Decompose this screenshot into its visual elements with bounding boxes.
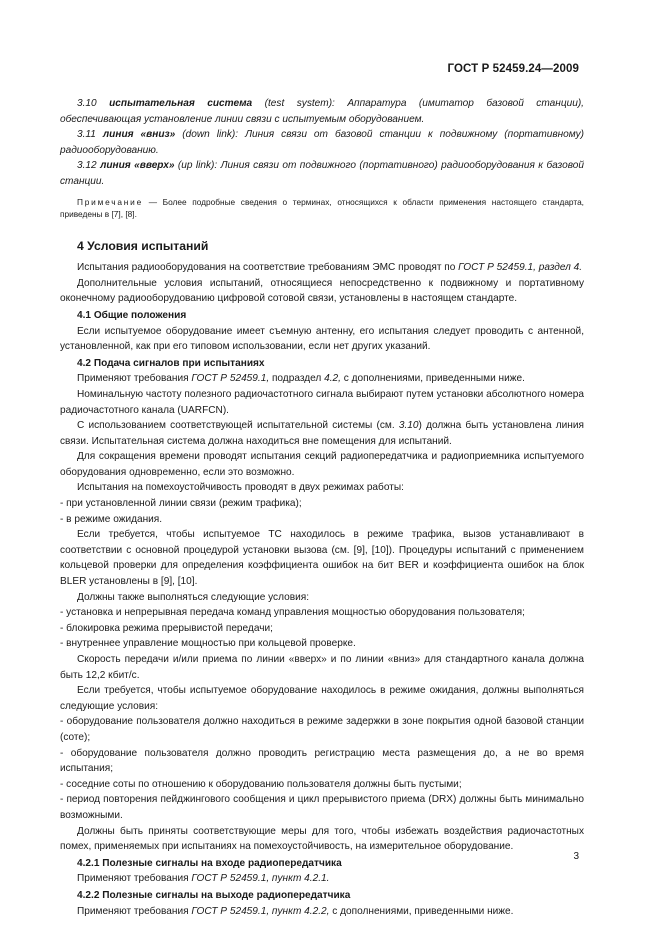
subsection-4-2-paragraph-3: С использованием соответствующей испытательной системы (см. 3.10) должна быть установлена линия связи. Испытательная система должна находиться вне помещения для испытаний. xyxy=(60,420,584,447)
list-item: - блокировка режима прерывистой передачи; xyxy=(60,622,273,634)
subsection-4-2-paragraph-14: Если требуется, чтобы испытуемое оборудование находилось в режиме ожидания, должны выполняться следующие условия: xyxy=(60,685,584,712)
subsection-4-2-paragraph-9: Должны также выполняться следующие условия: xyxy=(77,591,309,603)
list-item: - период повторения пейджингового сообщения и цикл прерывистого приема (DRX) должны быть минимально возможными. xyxy=(60,794,584,821)
definition-3-11: 3.11 линия «вниз» (down link): Линия связи от базовой станции к подвижному (портативному) радиооборудованию. xyxy=(60,129,585,156)
term-up-link: линия «вверх» xyxy=(100,160,175,172)
subsection-4-1-paragraph: Если испытуемое оборудование имеет съемную антенну, его испытания следует проводить с антенной, установленной, как при его типовом использовании, если нет других указаний. xyxy=(60,325,584,353)
list-item: - оборудование пользователя должно находиться в режиме задержки в зоне покрытия одной базовой станции (соте); xyxy=(60,716,584,743)
term-down-link: линия «вниз» xyxy=(102,129,176,141)
section-4-paragraph-2: Дополнительные условия испытаний, относящиеся непосредственно к подвижному и портативному оконечному радиооборудованию цифровой сотовой связи, установлены в настоящем стандарте. xyxy=(60,277,584,305)
subsection-4-1-title: 4.1 Общие положения xyxy=(77,309,187,321)
term-test-system: испытательная система xyxy=(109,98,253,109)
subsection-4-2-paragraph-13: Скорость передачи и/или приема по линии «вверх» и по линии «вниз» для стандартного канала должна быть 12,2 кбит/с. xyxy=(60,654,584,681)
subsection-4-2-title: 4.2 Подача сигналов при испытаниях xyxy=(77,357,265,369)
definition-3-12: 3.12 линия «вверх» (up link): Линия связи от подвижного (портативного) радиооборудования к базовой станции. xyxy=(60,160,584,187)
page-content xyxy=(60,96,584,919)
note-label: Примечание xyxy=(77,196,144,207)
subsection-4-2-2-title: 4.2.2 Полезные сигналы на выходе радиопередатчика xyxy=(77,889,351,901)
list-item: - оборудование пользователя должно проводить регистрацию места размещения до, а не во время испытания; xyxy=(60,747,584,775)
definition-3-10: 3.10 испытательная система (test system): Аппаратура (имитатор базовой станции), обеспечивающая установление линии связи с испытуемым оборудованием. xyxy=(60,98,584,125)
list-item: - внутреннее управление мощностью при кольцевой проверке. xyxy=(60,638,356,650)
subsection-4-2-2-paragraph: Применяют требования ГОСТ Р 52459.1, пункт 4.2.2, с дополнениями, приведенными ниже. xyxy=(77,905,514,917)
subsection-4-2-1-paragraph: Применяют требования ГОСТ Р 52459.1, пункт 4.2.1. xyxy=(77,873,330,885)
list-item: - при установленной линии связи (режим трафика); xyxy=(60,498,302,510)
subsection-4-2-paragraph-19: Должны быть приняты соответствующие меры для того, чтобы избежать воздействия радиочастотных помех, применяемых при испытаниях на помехоустойчивость, на измерительное оборудование. xyxy=(60,825,584,853)
page-number: 3 xyxy=(573,851,579,862)
section-4-paragraph-1: Испытания радиооборудования на соответствие требованиям ЭМС проводят по ГОСТ Р 52459.1, раздел 4. xyxy=(77,262,583,274)
subsection-4-2-paragraph-8: Если требуется, чтобы испытуемое ТС находилось в режиме трафика, вызов устанавливают в соответствии с основной процедурой установки вызова (см. [9], [10]). Процедуры испытаний с применением кольцевой проверки для определения коэффициента ошибок на бит BER и коэффициента ошибок на блок BLER установлены в [9], [10]. xyxy=(60,529,584,588)
section-4-title: 4 Условия испытаний xyxy=(77,238,209,253)
document-code-header: ГОСТ Р 52459.24—2009 xyxy=(447,63,579,75)
subsection-4-2-paragraph-5: Испытания на помехоустойчивость проводят в двух режимах работы: xyxy=(77,482,404,494)
note xyxy=(60,196,584,220)
list-item: - установка и непрерывная передача команд управления мощностью оборудования пользователя; xyxy=(60,607,525,619)
subsection-4-2-paragraph-2: Номинальную частоту полезного радиочастотного сигнала выбирают путем установки абсолютного номера радиочастотного канала (UARFCN). xyxy=(60,388,584,416)
subsection-4-2-paragraph-1: Применяют требования ГОСТ Р 52459.1, подраздел 4.2, с дополнениями, приведенными ниже. xyxy=(77,373,525,385)
list-item: - в режиме ожидания. xyxy=(60,513,163,525)
note-text: — Более подробные сведения о терминах, относящихся к области применения настоящего стандарта, приведены в [7], [8]. xyxy=(60,196,584,219)
list-item: - соседние соты по отношению к оборудованию пользователя должны быть пустыми; xyxy=(60,778,462,790)
subsection-4-2-1-title: 4.2.1 Полезные сигналы на входе радиопередатчика xyxy=(77,857,342,869)
subsection-4-2-paragraph-4: Для сокращения времени проводят испытания секций радиопередатчика и радиоприемника испытуемого оборудования одновременно, если это возможно. xyxy=(60,451,584,478)
